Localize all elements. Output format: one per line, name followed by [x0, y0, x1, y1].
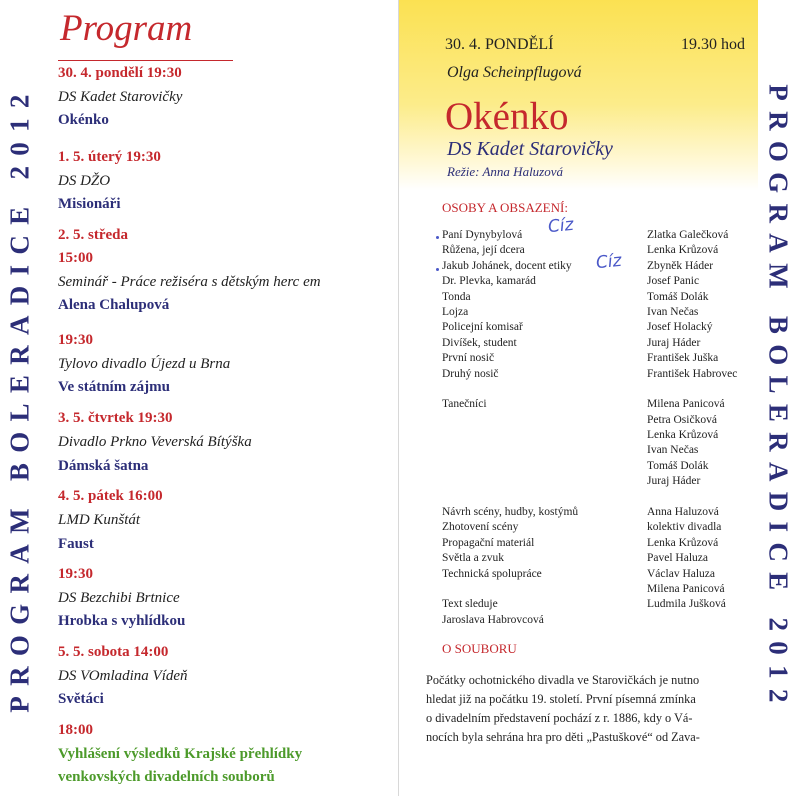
program-line-title: Misionáři [58, 196, 121, 212]
program-line-date: 19:30 [58, 566, 93, 582]
cast-actor: Tomáš Dolák [647, 290, 709, 303]
cast-actor: Tomáš Dolák [647, 459, 709, 472]
cast-role [442, 582, 578, 597]
cast-actor: Milena Panicová [647, 582, 725, 595]
cast-role: Policejní komisař [442, 321, 523, 334]
cast-actor [647, 490, 737, 505]
program-line-group: Tylovo divadlo Újezd u Brna [58, 356, 231, 372]
cast-actor: Ivan Nečas [647, 444, 699, 457]
program-line-date: 18:00 [58, 722, 93, 738]
cast-role [442, 490, 578, 505]
program-line-date: 2. 5. středa [58, 227, 128, 243]
cast-role: První nosič [442, 352, 495, 365]
program-line-title: Dámská šatna [58, 458, 149, 474]
cast-actor: Josef Holacký [647, 321, 713, 334]
program-title: Program [60, 8, 193, 49]
cast-actors-column [647, 228, 737, 628]
cast-actor [647, 613, 737, 628]
cast-actor: Lenka Krůzová [647, 244, 719, 257]
cast-actor: kolektiv divadla [647, 521, 722, 534]
play-title: Okénko [445, 95, 569, 138]
cast-actor: František Habrovec [647, 367, 738, 380]
cast-actor: Václav Haluza [647, 567, 716, 580]
cast-actor: Pavel Haluza [647, 552, 708, 565]
program-line-date: 1. 5. úterý 19:30 [58, 149, 161, 165]
cast-actor [647, 382, 737, 397]
play-date: 30. 4. PONDĚLÍ [445, 36, 554, 53]
program-line-title: Ve státním zájmu [58, 379, 170, 395]
cast-actor: Zlatka Galečková [647, 229, 729, 241]
program-line-date: 5. 5. sobota 14:00 [58, 644, 169, 660]
cast-role [442, 443, 578, 458]
play-author: Olga Scheinpflugová [447, 64, 582, 81]
about-line: Počátky ochotnického divadla ve Starovičkách je nutno [426, 673, 700, 687]
left-spine [0, 0, 40, 796]
cast-actor: Petra Osičková [647, 413, 717, 426]
cast-heading: OSOBY A OBSAZENÍ: [442, 200, 568, 215]
program-line-group: DS Bezchibi Brtnice [58, 590, 180, 606]
program-line-title: Okénko [58, 112, 109, 128]
cast-role [442, 459, 578, 474]
program-line-date: 3. 5. čtvrtek 19:30 [58, 410, 173, 426]
program-line-group: DS VOmladina Vídeň [58, 668, 188, 684]
cast-role: Zhotovení scény [442, 521, 519, 534]
cast-role: Propagační materiál [442, 536, 535, 549]
cast-role: Jaroslava Habrovcová [442, 613, 544, 626]
program-line-title: Hrobka s vyhlídkou [58, 613, 186, 629]
cast-role [442, 413, 578, 428]
play-director: Režie: Anna Haluzová [447, 164, 564, 179]
cast-role: Tonda [442, 290, 471, 303]
cast-role: Paní Dynybylová [442, 229, 523, 241]
cast-actor: Zbyněk Háder [647, 259, 714, 272]
cast-actor: Anna Haluzová [647, 506, 719, 519]
program-line-date: 30. 4. pondělí 19:30 [58, 65, 182, 81]
about-line: hledat již na počátku 19. století. První písemná zmínka [426, 692, 696, 706]
program-line-group: LMD Kunštát [58, 512, 141, 528]
cast-role: Jakub Johánek, docent etiky [442, 259, 572, 272]
spine-text-right: PROGRAM BOLERADICE 2012 [763, 83, 794, 713]
cast-actor: Juraj Háder [647, 336, 701, 349]
cast-actor: Josef Panic [647, 275, 700, 288]
ink-dot [436, 268, 439, 271]
cast-role: Divíšek, student [442, 336, 517, 349]
cast-role: Tanečníci [442, 398, 487, 411]
program-line-date: 15:00 [58, 250, 93, 266]
cast-role: Růžena, její dcera [442, 244, 525, 257]
cast-roles-column [442, 228, 578, 628]
program-line-green: Vyhlášení výsledků Krajské přehlídky [58, 746, 303, 762]
title-underline [58, 60, 233, 61]
play-group: DS Kadet Starovičky [447, 138, 613, 160]
ink-dot [436, 236, 439, 239]
spine-text-left: PROGRAM BOLERADICE 2012 [4, 83, 35, 713]
about-heading: O SOUBORU [442, 641, 517, 656]
cast-role [442, 382, 578, 397]
cast-role: Dr. Plevka, kamarád [442, 275, 536, 288]
cast-role: Druhý nosič [442, 367, 499, 380]
program-line-date: 19:30 [58, 332, 93, 348]
cast-actor: Ivan Nečas [647, 305, 699, 318]
program-line-date: 4. 5. pátek 16:00 [58, 488, 163, 504]
program-panel [58, 0, 398, 796]
cast-role: Technická spolupráce [442, 567, 542, 580]
right-spine [758, 0, 798, 796]
program-line-group: DS Kadet Starovičky [58, 89, 183, 105]
cast-actor: František Juška [647, 352, 719, 365]
cast-role: Text sleduje [442, 598, 498, 611]
about-text [426, 671, 751, 747]
play-time: 19.30 hod [681, 36, 745, 53]
cast-role [442, 474, 578, 489]
cast-actor: Milena Panicová [647, 398, 725, 411]
cast-actor: Lenka Krůzová [647, 429, 719, 442]
about-line: nocích byla sehrána hra pro děti „Pastuškové“ od Zava- [426, 730, 700, 744]
program-line-group: DS DŽO [58, 173, 111, 189]
cast-actor: Lenka Krůzová [647, 536, 719, 549]
about-line: o divadelním představení pochází z r. 1886, kdy o Vá- [426, 711, 693, 725]
handwritten-note: Cíz [547, 214, 575, 238]
cast-role: Světla a zvuk [442, 552, 504, 565]
program-line-title: Alena Chalupová [58, 297, 170, 313]
program-line-group: Divadlo Prkno Veverská Bítýška [58, 434, 252, 450]
cast-actor: Ludmila Jušková [647, 598, 726, 611]
program-line-title: Faust [58, 536, 94, 552]
program-line-green: venkovských divadelních souborů [58, 769, 275, 785]
cast-actor: Juraj Háder [647, 475, 701, 488]
program-line-group: Seminář - Práce režiséra s dětským herc em [58, 274, 321, 290]
cast-role: Lojza [442, 305, 469, 318]
handwritten-note: Cíz [595, 250, 623, 274]
play-panel [399, 0, 758, 796]
cast-role [442, 428, 578, 443]
program-line-title: Světáci [58, 691, 104, 707]
cast-role: Návrh scény, hudby, kostýmů [442, 506, 579, 519]
